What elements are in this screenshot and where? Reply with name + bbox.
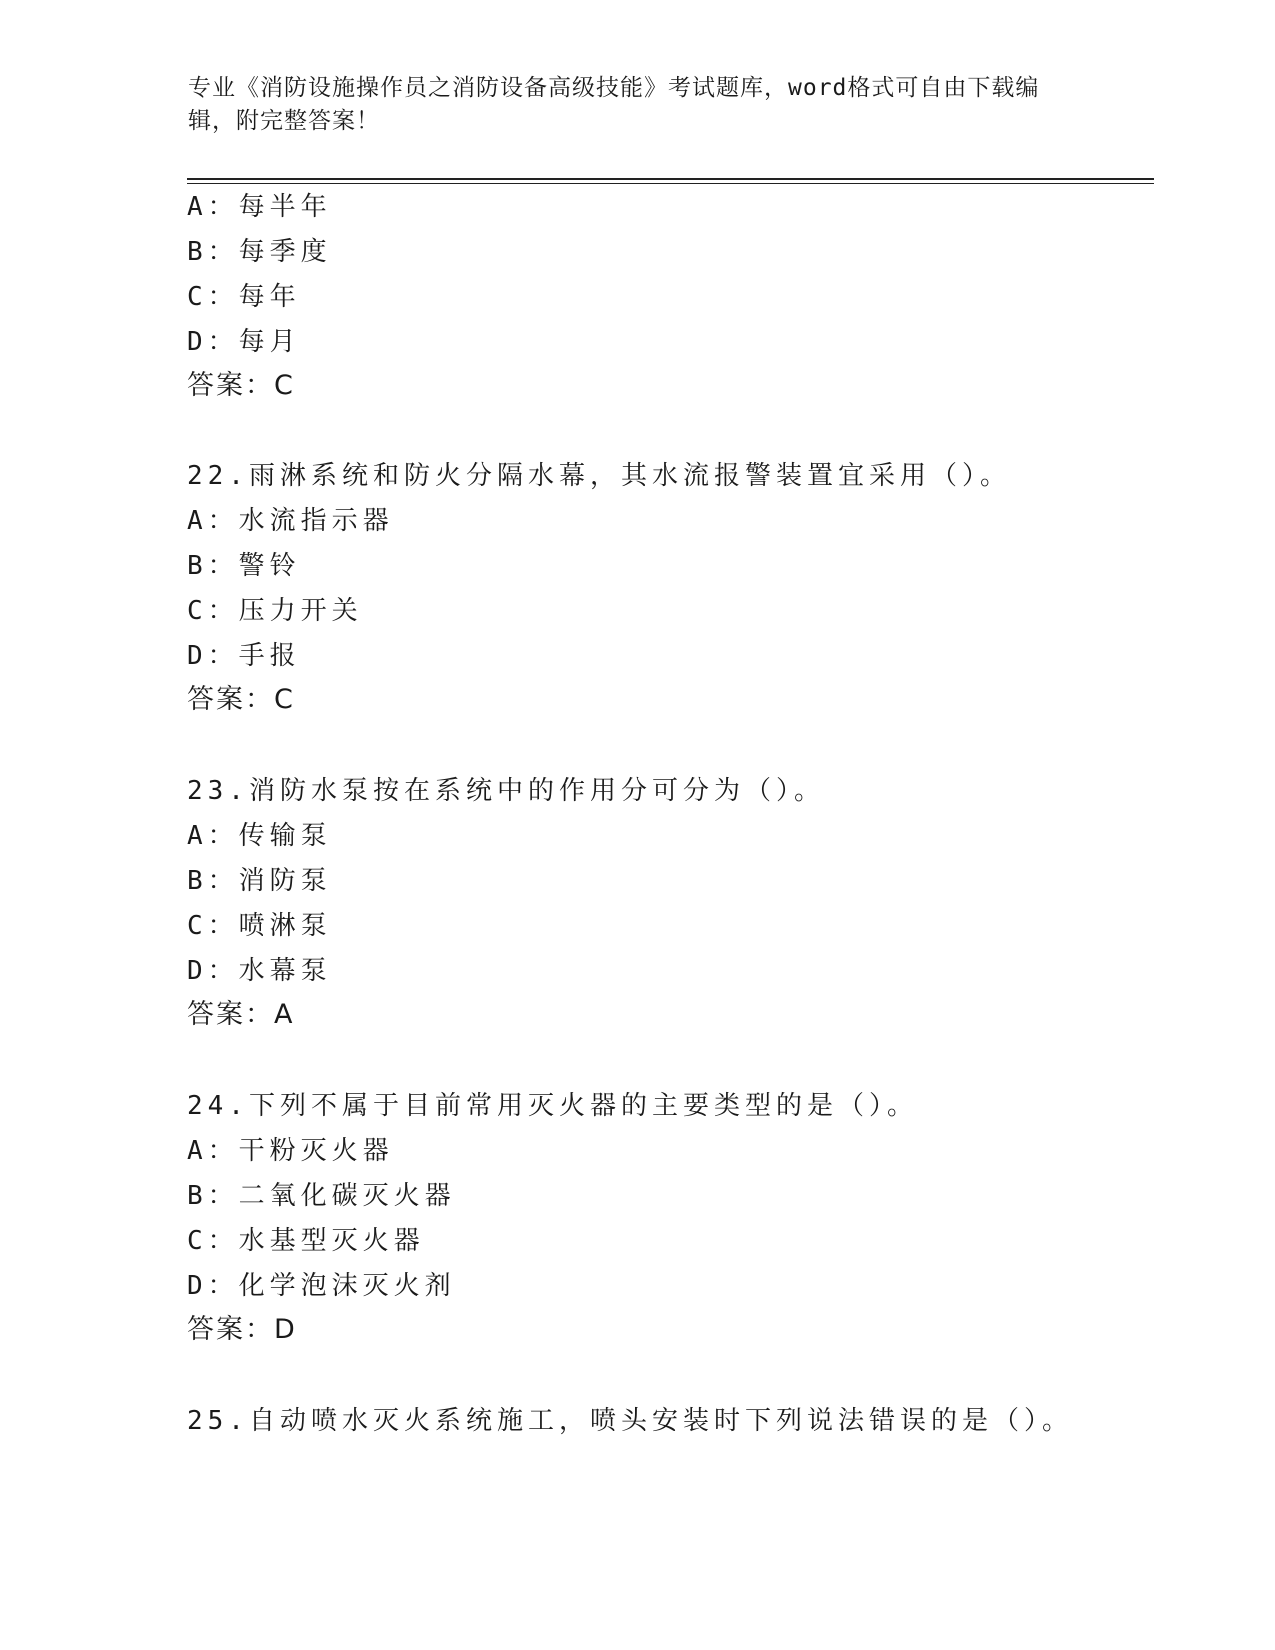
option-b: B：警铃: [187, 551, 301, 581]
document-header: [188, 72, 1088, 138]
option-a: A：干粉灭火器: [187, 1136, 394, 1166]
option-c: C：每年: [187, 282, 301, 312]
option-d: D：化学泡沫灭火剂: [187, 1271, 456, 1301]
option-b: B：二氧化碳灭火器: [187, 1181, 456, 1211]
answer: 答案：C: [187, 684, 295, 715]
option-c: C：喷淋泵: [187, 911, 332, 941]
option-a: A：每半年: [187, 192, 332, 222]
answer: 答案：D: [187, 1314, 297, 1345]
option-d: D：每月: [187, 327, 301, 357]
answer: 答案：A: [187, 999, 295, 1030]
option-c: C：水基型灭火器: [187, 1226, 425, 1256]
option-a: A：水流指示器: [187, 506, 394, 536]
option-d: D：水幕泵: [187, 956, 332, 986]
header-line-1: 专业《消防设施操作员之消防设备高级技能》考试题库，word格式可自由下载编: [188, 75, 1040, 101]
question-stem: 24.下列不属于目前常用灭火器的主要类型的是（）。: [187, 1091, 918, 1121]
question-stem: 22.雨淋系统和防火分隔水幕，其水流报警装置宜采用（）。: [187, 461, 1011, 491]
option-b: B：消防泵: [187, 866, 332, 896]
option-d: D：手报: [187, 641, 301, 671]
question-stem: 23.消防水泵按在系统中的作用分可分为（）。: [187, 776, 825, 806]
option-b: B：每季度: [187, 237, 332, 267]
answer: 答案：C: [187, 370, 295, 401]
header-divider-bottom: [187, 183, 1154, 184]
option-a: A：传输泵: [187, 821, 332, 851]
header-line-2: 辑，附完整答案！: [188, 108, 380, 134]
question-stem: 25.自动喷水灭火系统施工，喷头安装时下列说法错误的是（）。: [187, 1406, 1073, 1436]
header-divider-top: [187, 178, 1154, 180]
option-c: C：压力开关: [187, 596, 363, 626]
